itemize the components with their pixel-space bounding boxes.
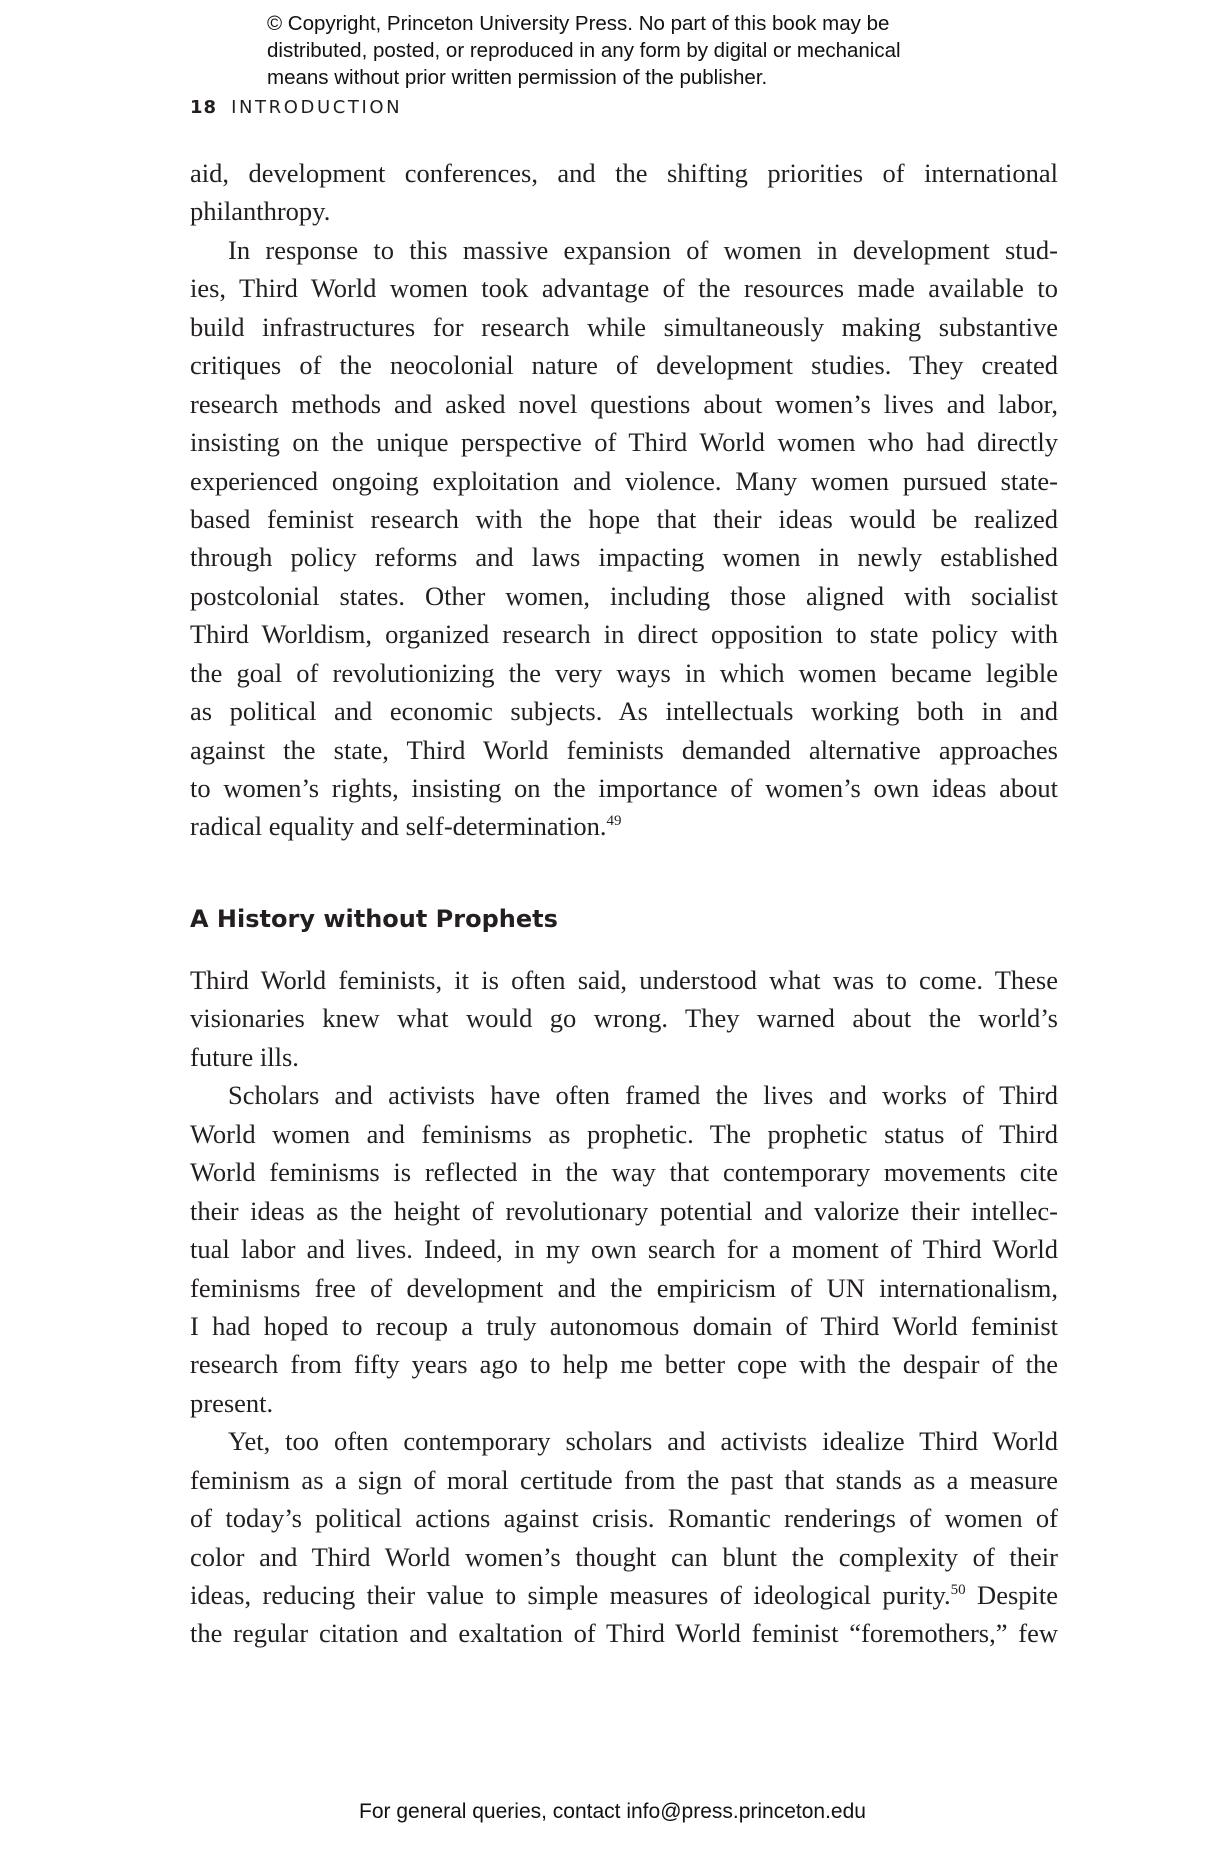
text-line: based feminist research with the hope that their ideas would be realized xyxy=(190,503,1058,534)
paragraph xyxy=(190,961,1058,1076)
chapter-title: INTRODUCTION xyxy=(231,97,403,118)
text-line: philanthropy. xyxy=(190,196,331,227)
footnote-reference[interactable]: 49 xyxy=(606,813,622,830)
section-heading: A History without Prophets xyxy=(190,905,558,933)
copyright-notice xyxy=(267,10,987,91)
text-line: Scholars and activists have often framed the lives and works of Third xyxy=(228,1080,1058,1111)
text-line: feminisms free of development and the empiricism of UN internationalism, xyxy=(190,1272,1058,1303)
text-line: visionaries knew what would go wrong. They warned about the world’s xyxy=(190,1003,1058,1034)
text-line: feminism as a sign of moral certitude from the past that stands as a measure xyxy=(190,1464,1058,1495)
text-line: research from fifty years ago to help me better cope with the despair of the xyxy=(190,1349,1058,1380)
text-line: experienced ongoing exploitation and violence. Many women pursued state- xyxy=(190,465,1058,496)
text-line: I had hoped to recoup a truly autonomous domain of Third World feminist xyxy=(190,1310,1058,1341)
text-line: ies, Third World women took advantage of the resources made available to xyxy=(190,273,1058,304)
text-line: of today’s political actions against crisis. Romantic renderings of women of xyxy=(190,1503,1058,1534)
text-line: insisting on the unique perspective of Third World women who had directly xyxy=(190,427,1058,458)
text-line: research methods and asked novel questions about women’s lives and labor, xyxy=(190,388,1058,419)
text-line: aid, development conferences, and the shifting priorities of international xyxy=(190,158,1058,188)
paragraph xyxy=(190,231,1058,846)
text-line: the goal of revolutionizing the very ways in which women became legible xyxy=(190,657,1058,688)
text-line: tual labor and lives. Indeed, in my own search for a moment of Third World xyxy=(190,1234,1058,1265)
text-line: postcolonial states. Other women, including those aligned with socialist xyxy=(190,580,1058,611)
body-text-section-1 xyxy=(190,154,1058,846)
text-line: World women and feminisms as prophetic. The prophetic status of Third xyxy=(190,1118,1058,1149)
copyright-line: means without prior written permission of the publisher. xyxy=(267,66,768,89)
text-line: radical equality and self-determination.$^{49}$ xyxy=(190,811,622,842)
running-head xyxy=(190,97,402,118)
text-line: In response to this massive expansion of women in development stud- xyxy=(228,234,1058,265)
text-line: to women’s rights, insisting on the importance of women’s own ideas about xyxy=(190,773,1058,803)
text-line: Third Worldism, organized research in direct opposition to state policy with xyxy=(190,619,1058,650)
page-number: 18 xyxy=(190,97,218,118)
paragraph xyxy=(190,1076,1058,1422)
paragraph xyxy=(190,1422,1058,1653)
text-line: against the state, Third World feminists demanded alternative approaches xyxy=(190,734,1058,765)
text-line: future ills. xyxy=(190,1041,299,1072)
text-line: Yet, too often contemporary scholars and activists idealize Third World xyxy=(228,1426,1058,1457)
copyright-line: distributed, posted, or reproduced in any form by digital or mechanical xyxy=(267,39,901,62)
footer-text: For general queries, contact info@press.princeton.edu xyxy=(359,1800,866,1823)
text-line: through policy reforms and laws impacting women in newly established xyxy=(190,542,1058,573)
text-line: build infrastructures for research while simultaneously making substantive xyxy=(190,311,1058,342)
text-line: the regular citation and exaltation of Third World feminist “foremothers,” few xyxy=(190,1618,1058,1649)
body-text-section-2 xyxy=(190,961,1058,1653)
copyright-line: © Copyright, Princeton University Press. No part of this book may be xyxy=(267,12,890,35)
paragraph xyxy=(190,154,1058,231)
text-line: their ideas as the height of revolutionary potential and valorize their intellec- xyxy=(190,1195,1058,1226)
footnote-reference[interactable]: 50 xyxy=(950,1582,966,1599)
text-line: critiques of the neocolonial nature of development studies. They created xyxy=(190,350,1058,381)
text-line: color and Third World women’s thought can blunt the complexity of their xyxy=(190,1541,1058,1572)
text-line: Third World feminists, it is often said, understood what was to come. These xyxy=(190,965,1058,995)
text-line: World feminisms is reflected in the way that contemporary movements cite xyxy=(190,1157,1058,1188)
footer-contact xyxy=(0,1800,1225,1824)
text-line: as political and economic subjects. As intellectuals working both in and xyxy=(190,696,1058,727)
text-line: present. xyxy=(190,1387,274,1418)
text-line: ideas, reducing their value to simple measures of ideological purity.$^{50}$ Despite xyxy=(190,1580,1059,1610)
